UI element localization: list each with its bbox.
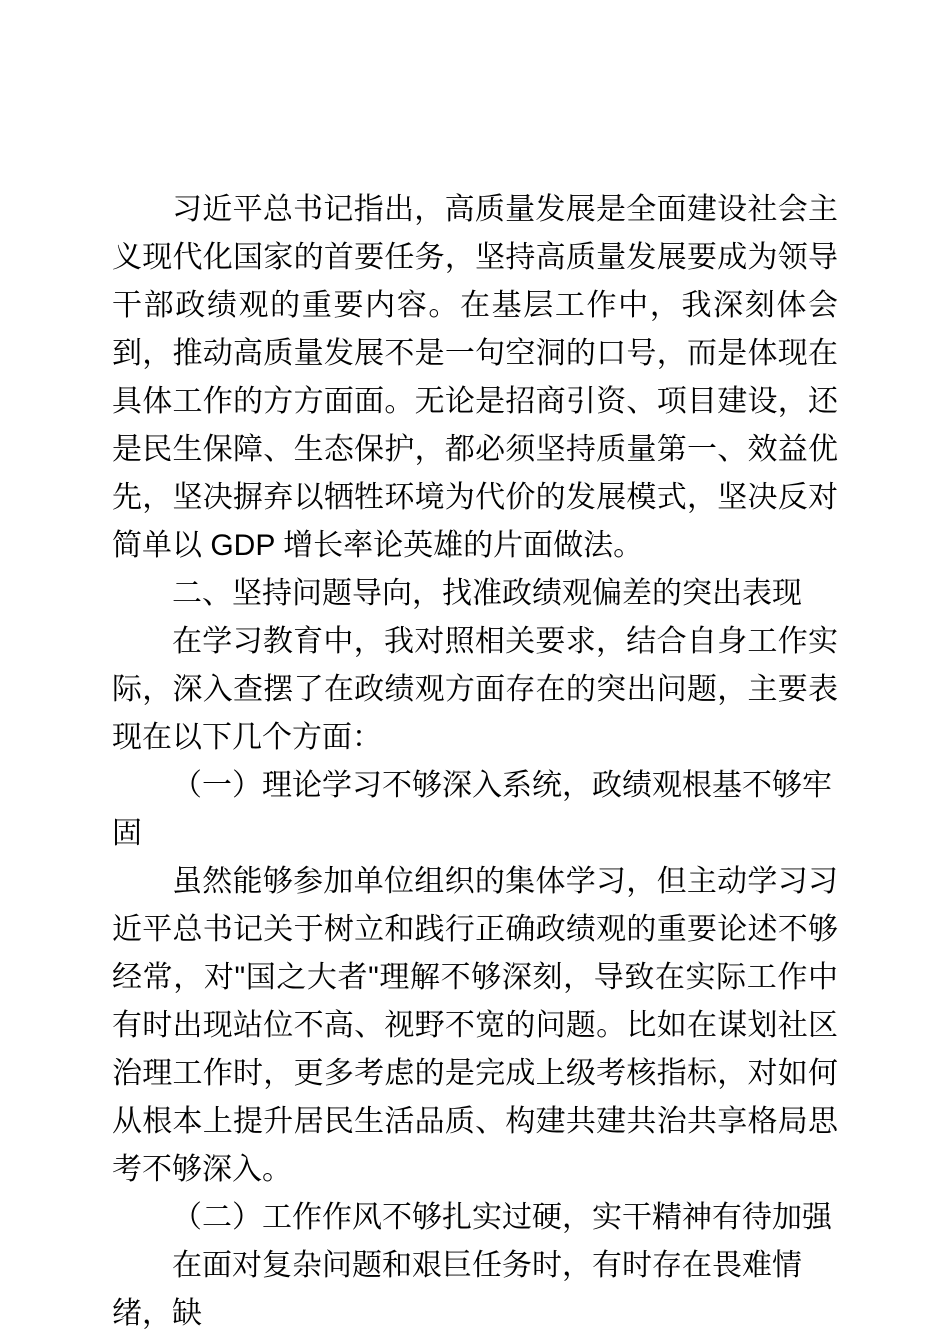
subsection-heading-2: （二）工作作风不够扎实过硬，实干精神有待加强 bbox=[172, 1201, 832, 1234]
document-body bbox=[112, 186, 838, 1338]
subsection-heading-1: （一）理论学习不够深入系统，政绩观根基不够牢固 bbox=[112, 769, 832, 850]
body-paragraph-3: 虽然能够参加单位组织的集体学习，但主动学习习近平总书记关于树立和践行正确政绩观的重要论述不够经常，对"国之大者"理解不够深刻，导致在实际工作中有时出现站位不高、视野不宽的问题。比如在谋划社区治理工作时，更多考虑的是完成上级考核指标，对如何从根本上提升居民生活品质、构建共建共治共享格局思考不够深入。 bbox=[112, 865, 838, 1186]
body-paragraph-2: 在学习教育中，我对照相关要求，结合自身工作实际，深入查摆了在政绩观方面存在的突出问题，主要表现在以下几个方面： bbox=[112, 625, 838, 754]
body-paragraph-4-truncated: 在面对复杂问题和艰巨任务时，有时存在畏难情绪，缺 bbox=[112, 1249, 802, 1330]
section-heading-2: 二、坚持问题导向，找准政绩观偏差的突出表现 bbox=[172, 577, 802, 610]
body-paragraph-1: 习近平总书记指出，高质量发展是全面建设社会主义现代化国家的首要任务，坚持高质量发展要成为领导干部政绩观的重要内容。在基层工作中，我深刻体会到，推动高质量发展不是一句空洞的口号，而是体现在具体工作的方方面面。无论是招商引资、项目建设，还是民生保障、生态保护，都必须坚持质量第一、效益优先，坚决摒弃以牺牲环境为代价的发展模式，坚决反对简单以 GDP 增长率论英雄的片面做法。 bbox=[112, 193, 838, 562]
